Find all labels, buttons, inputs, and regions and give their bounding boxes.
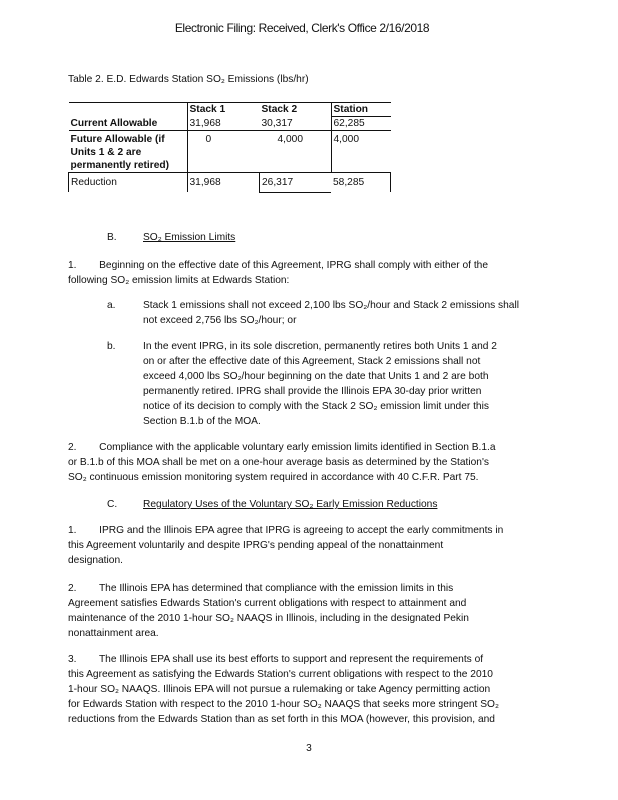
section-c-number: C. — [107, 499, 118, 510]
para-b1-line: following SO₂ emission limits at Edwards Station: — [68, 275, 290, 286]
row-label-text: Reduction — [71, 177, 117, 188]
item-b-line: Section B.1.b of the MOA. — [143, 416, 261, 427]
item-a-line: not exceed 2,756 lbs SO₂/hour; or — [143, 315, 297, 326]
table-row — [69, 117, 391, 131]
section-c-title — [143, 499, 437, 511]
para-c1-line: this Agreement voluntarily and despite IPRG's pending appeal of the nonattainment — [68, 540, 444, 551]
section-b-number: B. — [107, 232, 117, 243]
emissions-table — [68, 102, 391, 193]
para-c2-line: nonattainment area. — [68, 628, 159, 639]
header-cell — [331, 103, 391, 117]
cell: 62,285 — [331, 117, 391, 131]
cell: 58,285 — [331, 173, 391, 193]
para-b2-line: or B.1.b of this MOA shall be met on a one-hour average basis as determined by the Station's — [68, 457, 489, 468]
para-b1-line: 1. Beginning on the effective date of this Agreement, IPRG shall comply with either of the — [68, 260, 488, 271]
item-b-line: permanently retired. IPRG shall provide the Illinois EPA 30-day prior written — [143, 386, 482, 397]
section-b-title-text: SO₂ Emission Limits — [143, 232, 236, 243]
header-stack-2: Stack 2 — [261, 104, 298, 115]
table-row — [69, 131, 391, 173]
row-label — [69, 131, 188, 173]
item-a-number: a. — [107, 300, 116, 311]
cell: 31,968 — [187, 117, 260, 131]
row-label — [69, 173, 188, 193]
item-b-line: In the event IPRG, in its sole discretion, permanently retires both Units 1 and 2 — [143, 341, 497, 352]
filing-stamp-header — [0, 21, 618, 35]
header-cell — [69, 103, 188, 117]
para-c2-line: maintenance of the 2010 1-hour SO₂ NAAQS in Illinois, including in the designated Pekin — [68, 613, 469, 624]
para-b2-line: 2. Compliance with the applicable voluntary early emission limits identified in Section B.1.a — [68, 442, 496, 453]
cell: 30,317 — [260, 117, 332, 131]
para-c1-line: designation. — [68, 555, 123, 566]
item-b-line: exceed 4,000 lbs SO₂/hour beginning on the date that Units 1 and 2 are both — [143, 371, 489, 382]
page-number: 3 — [306, 743, 312, 754]
table-row — [69, 173, 391, 193]
header-cell — [187, 103, 260, 117]
para-c3-line: 3. The Illinois EPA shall use its best efforts to support and represent the requirements of — [68, 654, 484, 665]
item-a-line: Stack 1 emissions shall not exceed 2,100 lbs SO₂/hour and Stack 2 emissions shall — [143, 300, 519, 311]
para-b2-line: SO₂ continuous emission monitoring system required in accordance with 40 C.F.R. Part 75. — [68, 472, 479, 483]
header-stack-1: Stack 1 — [189, 104, 226, 115]
cell: 31,968 — [187, 173, 260, 193]
header-station: Station — [333, 104, 369, 115]
row-label — [69, 117, 188, 131]
para-c3-line: 1-hour SO₂ NAAQS. Illinois EPA will not pursue a rulemaking or take Agency permitting action — [68, 684, 491, 695]
table-caption: Table 2. E.D. Edwards Station SO₂ Emissions (lbs/hr) — [68, 74, 309, 85]
cell: 26,317 — [260, 173, 332, 193]
item-b-line: notice of its decision to comply with the Stack 2 SO₂ emission limit under this — [143, 401, 489, 412]
para-c3-line: for Edwards Station with respect to the 2010 1-hour SO₂ NAAQS that seeks more stringent SO₂ — [68, 699, 499, 710]
para-c3-line: reductions from the Edwards Station than as set forth in this MOA (however, this provision, and — [68, 714, 495, 725]
filing-stamp-text: Electronic Filing: Received, Clerk's Office 2/16/2018 — [174, 21, 430, 35]
section-c-title-text: Regulatory Uses of the Voluntary SO₂ Early Emission Reductions — [143, 499, 438, 510]
para-c2-line: Agreement satisfies Edwards Station's current obligations with respect to attainment and — [68, 598, 467, 609]
para-c2-line: 2. The Illinois EPA has determined that compliance with the emission limits in this — [68, 583, 454, 594]
cell: 0 — [187, 131, 260, 173]
section-b-title — [143, 232, 235, 244]
para-c1-line: 1. IPRG and the Illinois EPA agree that IPRG is agreeing to accept the early commitments in — [68, 525, 504, 536]
table-header-row — [69, 103, 391, 117]
cell: 4,000 — [260, 131, 332, 173]
item-b-line: on or after the effective date of this Agreement, Stack 2 emissions shall not — [143, 356, 481, 367]
row-label-text: Current Allowable — [70, 117, 158, 129]
header-cell — [260, 103, 332, 117]
cell: 4,000 — [331, 131, 391, 173]
para-c3-line: this Agreement as satisfying the Edwards Station's current obligations with respect to the 2010 — [68, 669, 493, 680]
row-label-text: Future Allowable (if Units 1 & 2 are permanently retired) — [70, 134, 170, 171]
item-b-number: b. — [107, 341, 116, 352]
